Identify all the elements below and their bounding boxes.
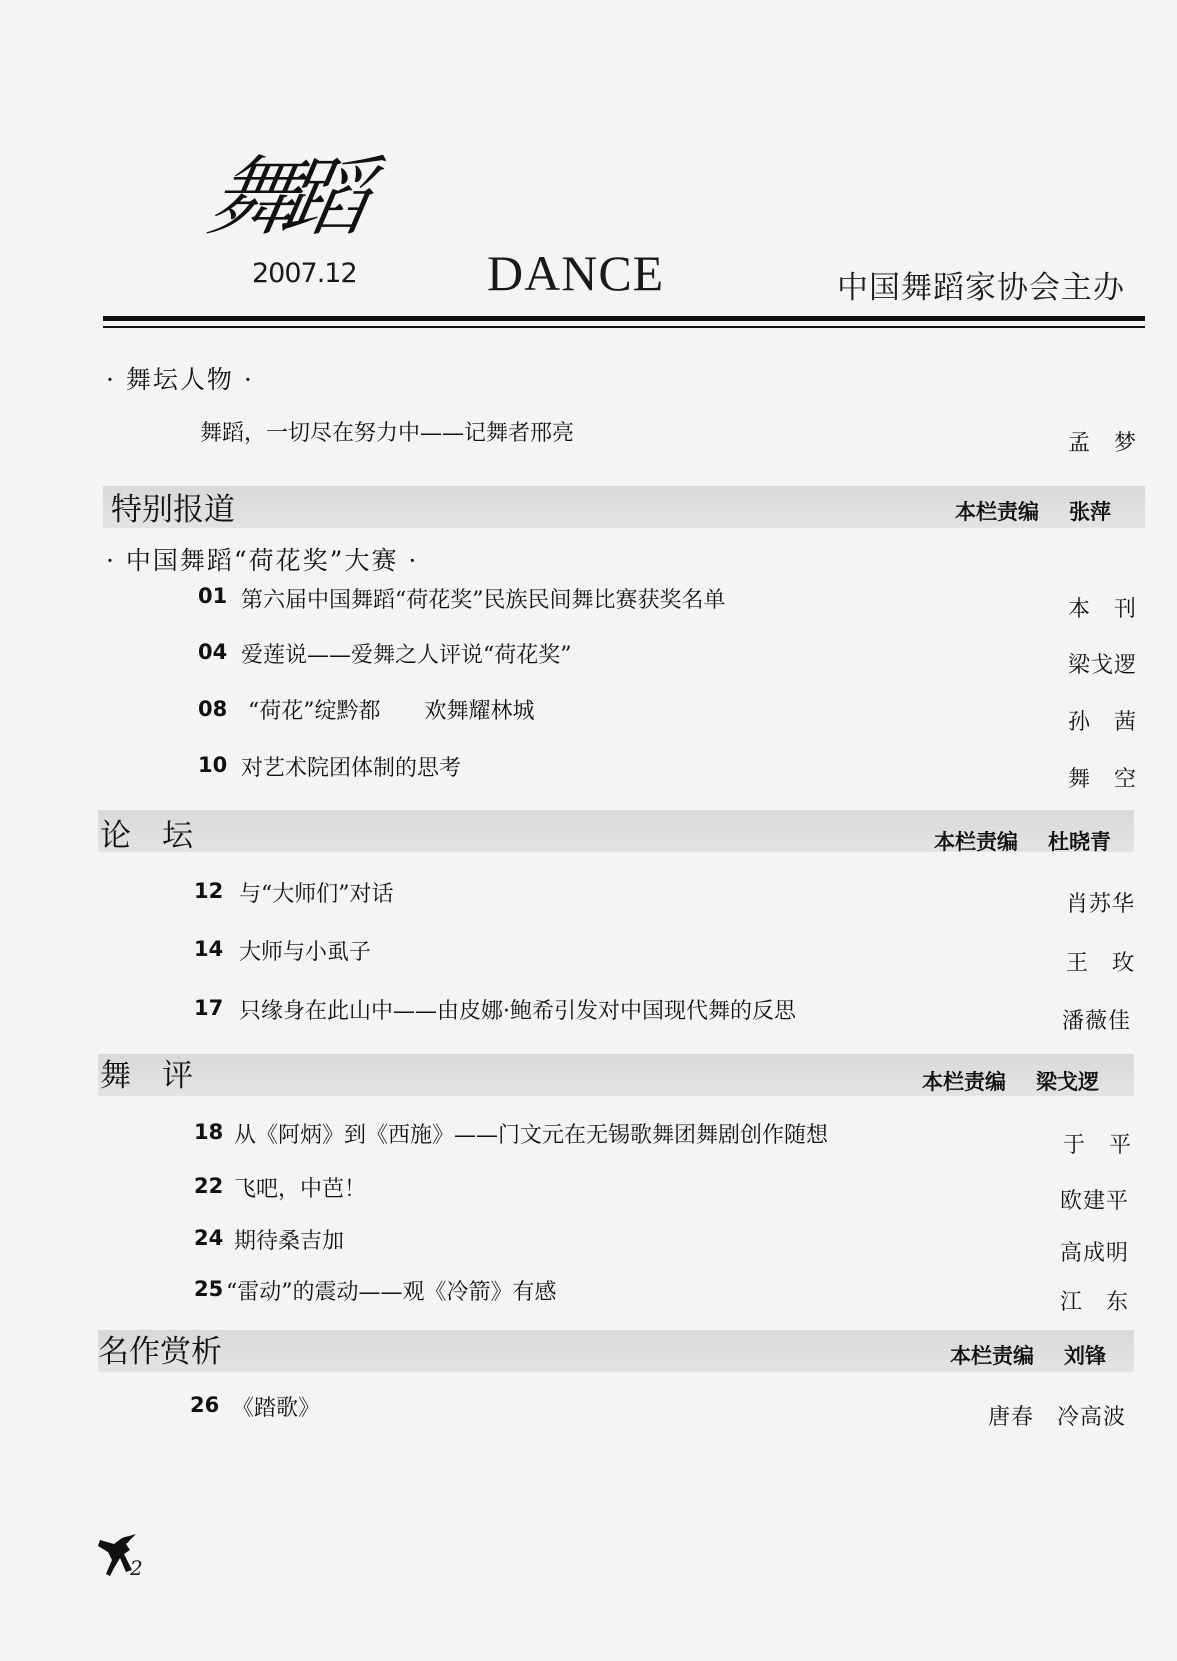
entry-title: “雷动”的震动——观《冷箭》有感 (226, 1280, 557, 1305)
entry-author: 孟 梦 (1068, 431, 1138, 456)
entry-author: 本 刊 (1068, 597, 1138, 622)
entry-author: 潘薇佳 (1062, 1009, 1132, 1034)
entry-author: 高成明 (1060, 1241, 1130, 1266)
entry-title: 舞蹈，一切尽在努力中——记舞者邢亮 (200, 421, 575, 446)
section-editor (950, 1340, 1106, 1370)
entry-author: 肖苏华 (1066, 892, 1136, 917)
subsection-label: · 中国舞蹈“荷花奖”大赛 · (106, 546, 419, 575)
section-title: 舞 评 (100, 1058, 193, 1094)
entry-title: 对艺术院团体制的思考 (241, 756, 462, 781)
entry-author: 江 东 (1060, 1290, 1130, 1315)
entry-title: 爱莲说——爱舞之人评说“荷花奖” (241, 643, 572, 668)
subsection-label: · 舞坛人物 · (106, 365, 254, 394)
entry-author: 梁戈逻 (1068, 653, 1138, 678)
page-number: 2 (130, 1556, 143, 1580)
entry-author: 王 玫 (1066, 951, 1136, 976)
section-title: 特别报道 (111, 492, 235, 528)
entry-author: 于 平 (1063, 1133, 1133, 1158)
editor-label: 本栏责编 (955, 500, 1039, 524)
sponsor-line: 中国舞蹈家协会主办 (837, 270, 1125, 306)
entry-page: 26 (190, 1393, 220, 1417)
editor-name: 梁戈逻 (1036, 1070, 1099, 1094)
entry-author: 孙 茜 (1068, 710, 1138, 735)
entry-title: 与“大师们”对话 (239, 882, 394, 907)
editor-name: 杜晓青 (1048, 830, 1111, 854)
entry-title: 从《阿炳》到《西施》——门文元在无锡歌舞团舞剧创作随想 (234, 1123, 829, 1148)
editor-label: 本栏责编 (950, 1344, 1034, 1368)
entry-page: 10 (198, 753, 228, 777)
editor-name: 张萍 (1069, 500, 1111, 524)
section-title: 论 坛 (100, 818, 193, 854)
entry-page: 22 (194, 1174, 224, 1198)
entry-author: 欧建平 (1060, 1189, 1130, 1214)
entry-author: 舞 空 (1068, 767, 1138, 792)
entry-title: 期待桑吉加 (234, 1229, 345, 1254)
header-rule-thick (103, 316, 1145, 321)
entry-title: 大师与小虱子 (239, 940, 372, 965)
entry-page: 04 (198, 640, 228, 664)
entry-title: 飞吧，中芭！ (234, 1177, 367, 1202)
section-editor (955, 496, 1111, 526)
entry-page: 25 (194, 1277, 224, 1301)
entry-page: 14 (194, 937, 224, 961)
entry-author: 唐春 冷高波 (988, 1405, 1127, 1430)
issue-number: 2007.12 (252, 258, 357, 289)
entry-page: 18 (194, 1120, 224, 1144)
entry-title: 《踏歌》 (232, 1396, 321, 1421)
entry-page: 17 (194, 996, 224, 1020)
entry-page: 08 (198, 697, 228, 721)
editor-label: 本栏责编 (934, 830, 1018, 854)
magazine-logo-chinese: 舞蹈 (201, 148, 364, 248)
entry-page: 12 (194, 879, 224, 903)
editor-label: 本栏责编 (922, 1070, 1006, 1094)
entry-title: “荷花”绽黔都 欢舞耀林城 (248, 699, 535, 724)
header-rule-thin (103, 326, 1145, 328)
entry-page: 24 (194, 1226, 224, 1250)
entry-title: 第六届中国舞蹈“荷花奖”民族民间舞比赛获奖名单 (241, 588, 726, 613)
section-editor (922, 1066, 1099, 1096)
magazine-logo-english: DANCE (487, 245, 665, 301)
editor-name: 刘锋 (1064, 1344, 1106, 1368)
section-title: 名作赏析 (98, 1334, 222, 1370)
entry-page: 01 (198, 584, 228, 608)
section-editor (934, 826, 1111, 856)
entry-title: 只缘身在此山中——由皮娜·鲍希引发对中国现代舞的反思 (239, 999, 796, 1024)
